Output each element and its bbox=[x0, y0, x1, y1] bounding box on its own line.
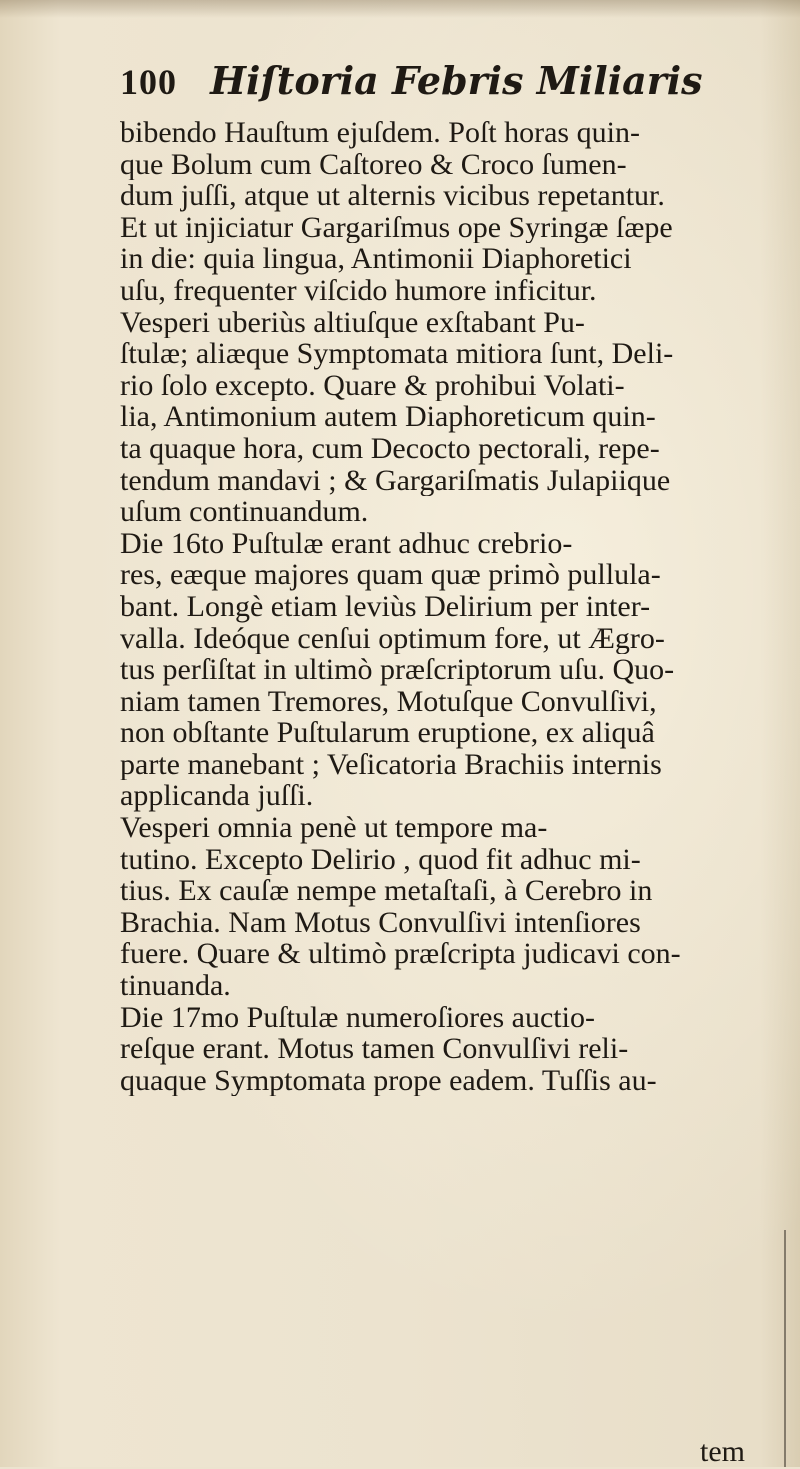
text-line: bibendo Hauſtum ejuſdem. Poſt horas quin- bbox=[120, 117, 640, 149]
catchword: tem bbox=[700, 1435, 745, 1468]
text-line: non obſtante Puſtularum eruptione, ex aliquâ bbox=[120, 717, 655, 749]
text-line: tutino. Excepto Delirio , quod fit adhuc mi- bbox=[120, 843, 641, 876]
body-text bbox=[120, 117, 780, 1096]
text-line: uſum continuandum. bbox=[120, 496, 369, 528]
text-line: quaque Symptomata prope eadem. Tuſſis au- bbox=[120, 1064, 657, 1097]
text-line: valla. Ideóque cenſui optimum fore, ut Ægro- bbox=[120, 622, 665, 655]
text-line: Die 16to Puſtulæ erant adhuc crebrio- bbox=[120, 527, 573, 560]
text-line: in die: quia lingua, Antimonii Diaphoretici bbox=[120, 243, 632, 275]
gutter-edge-line bbox=[784, 1230, 786, 1467]
text-line: tus perſiſtat in ultimò præſcriptorum uſu. Quo- bbox=[120, 654, 675, 686]
text-line: parte manebant ; Veſicatoria Brachiis internis bbox=[120, 748, 662, 781]
text-line: rio ſolo excepto. Quare & prohibui Volati- bbox=[120, 369, 625, 402]
text-line: fuere. Quare & ultimò præſcripta judicavi con- bbox=[120, 938, 681, 971]
text-line: Brachia. Nam Motus Convulſivi intenſiores bbox=[120, 906, 641, 939]
text-line: niam tamen Tremores, Motuſque Convulſivi, bbox=[120, 685, 657, 718]
text-line: tius. Ex cauſæ nempe metaſtaſi, à Cerebro in bbox=[120, 875, 653, 907]
running-title: Hiſtoria Febris Miliaris bbox=[210, 58, 703, 103]
text-line: ta quaque hora, cum Decocto pectorali, repe- bbox=[120, 432, 660, 465]
text-line: uſu, frequenter viſcido humore inficitur. bbox=[120, 274, 597, 307]
text-line: lia, Antimonium autem Diaphoreticum quin- bbox=[120, 401, 656, 433]
text-line: Vesperi omnia penè ut tempore ma- bbox=[120, 812, 548, 844]
text-line: dum juſſi, atque ut alternis vicibus repetantur. bbox=[120, 180, 665, 212]
text-line: bant. Longè etiam leviùs Delirium per inter- bbox=[120, 590, 651, 623]
page-top-shadow bbox=[0, 0, 800, 18]
text-line: Vesperi uberiùs altiuſque exſtabant Pu- bbox=[120, 306, 585, 339]
text-line: applicanda juſſi. bbox=[120, 780, 314, 813]
text-line: tendum mandavi ; & Gargariſmatis Julapiique bbox=[120, 464, 671, 497]
page-number: 100 bbox=[120, 62, 177, 102]
text-line: reſque erant. Motus tamen Convulſivi reli- bbox=[120, 1033, 629, 1065]
page-header bbox=[120, 58, 740, 120]
text-line: ſtulæ; aliæque Symptomata mitiora ſunt, Deli- bbox=[120, 338, 674, 370]
text-line: Et ut injiciatur Gargariſmus ope Syringæ ſæpe bbox=[120, 211, 673, 244]
text-line: que Bolum cum Caſtoreo & Croco ſumen- bbox=[120, 148, 627, 181]
text-line: tinuanda. bbox=[120, 970, 231, 1002]
text-line: Die 17mo Puſtulæ numeroſiores auctio- bbox=[120, 1001, 595, 1034]
text-line: res, eæque majores quam quæ primò pullula- bbox=[120, 559, 661, 591]
